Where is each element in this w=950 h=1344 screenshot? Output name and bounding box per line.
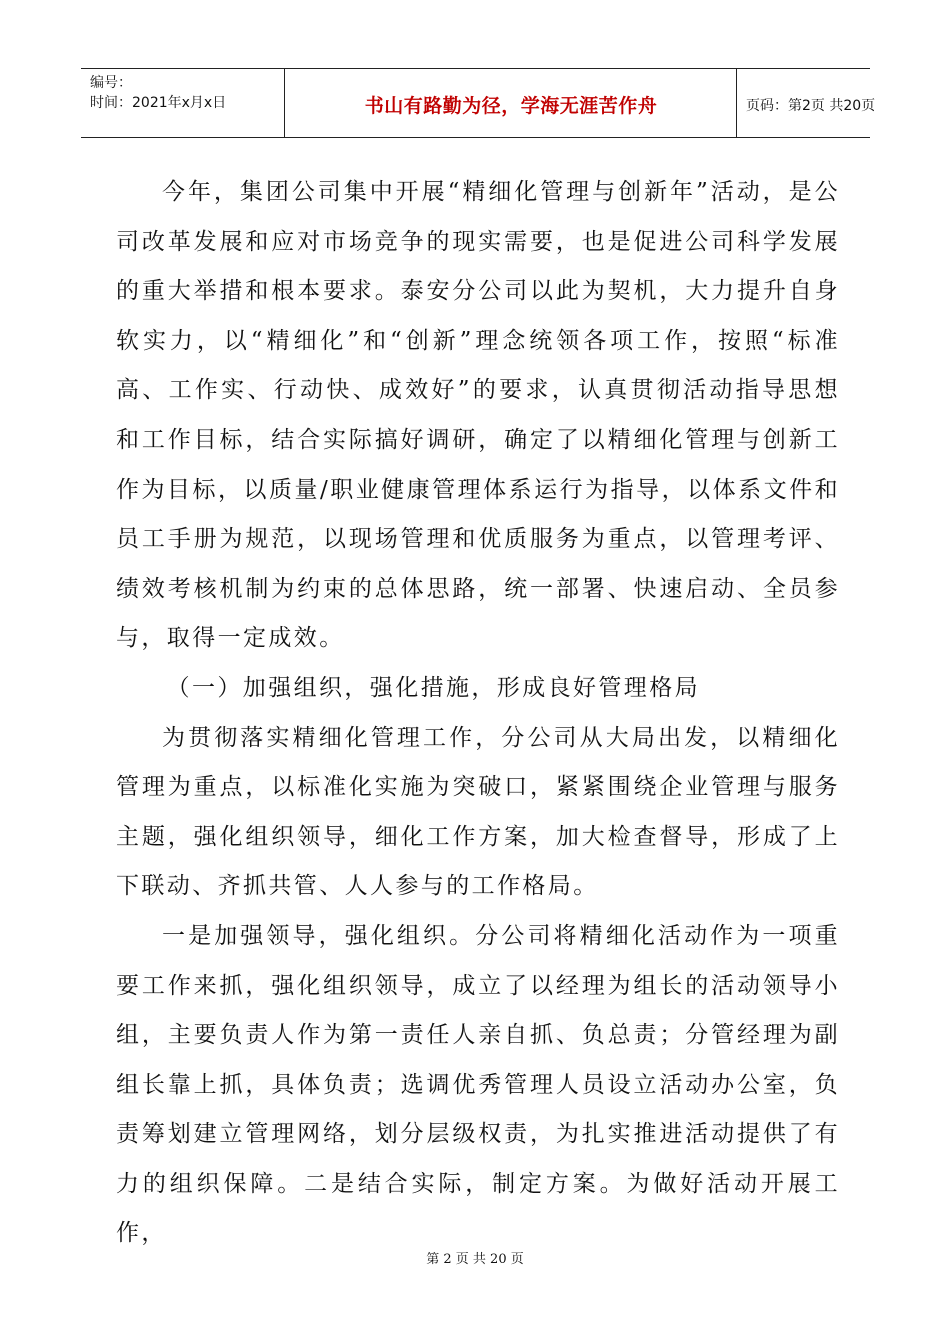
- header-page-info: 页码：第2页 共20页: [746, 98, 876, 114]
- page-header-table: [81, 68, 876, 138]
- header-motto-cell: [286, 69, 737, 137]
- section-heading: （一）加强组织，强化措施，形成良好管理格局: [166, 674, 700, 701]
- body-paragraph: 为贯彻落实精细化管理工作，分公司从大局出发，以精细化管理为重点，以标准化实施为突破口，紧紧围绕企业管理与服务主题，强化组织领导，细化工作方案，加大检查督导，形成了上下联动、齐抓共管、人人参与的工作格局。: [116, 724, 840, 900]
- document-number-label: 编号：: [90, 75, 132, 91]
- page-footer: 第 2 页 共 20 页: [426, 1252, 524, 1267]
- document-time-label: 时间：2021年x月x日: [90, 95, 227, 111]
- header-motto: 书山有路勤为径，学海无涯苦作舟: [364, 95, 658, 117]
- body-paragraph: 今年，集团公司集中开展“精细化管理与创新年”活动，是公司改革发展和应对市场竞争的现实需要，也是促进公司科学发展的重大举措和根本要求。泰安分公司以此为契机，大力提升自身软实力，以“精细化”和“创新”理念统领各项工作，按照“标准高、工作实、行动快、成效好”的要求，认真贯彻活动指导思想和工作目标，结合实际搞好调研，确定了以精细化管理与创新工作为目标，以质量/职业健康管理体系运行为指导，以体系文件和员工手册为规范，以现场管理和优质服务为重点，以管理考评、绩效考核机制为约束的总体思路，统一部署、快速启动、全员参与，取得一定成效。: [116, 179, 840, 652]
- header-page-cell: [738, 69, 876, 137]
- body-paragraph: 一是加强领导，强化组织。分公司将精细化活动作为一项重要工作来抓，强化组织领导，成立了以经理为组长的活动领导小组，主要负责人作为第一责任人亲自抓、负总责；分管经理为副组长靠上抓，具体负责；选调优秀管理人员设立活动办公室，负责筹划建立管理网络，划分层级权责，为扎实推进活动提供了有力的组织保障。二是结合实际，制定方案。为做好活动开展工作，: [116, 922, 840, 1247]
- header-meta-cell: [81, 69, 285, 137]
- document-body: [116, 168, 840, 1259]
